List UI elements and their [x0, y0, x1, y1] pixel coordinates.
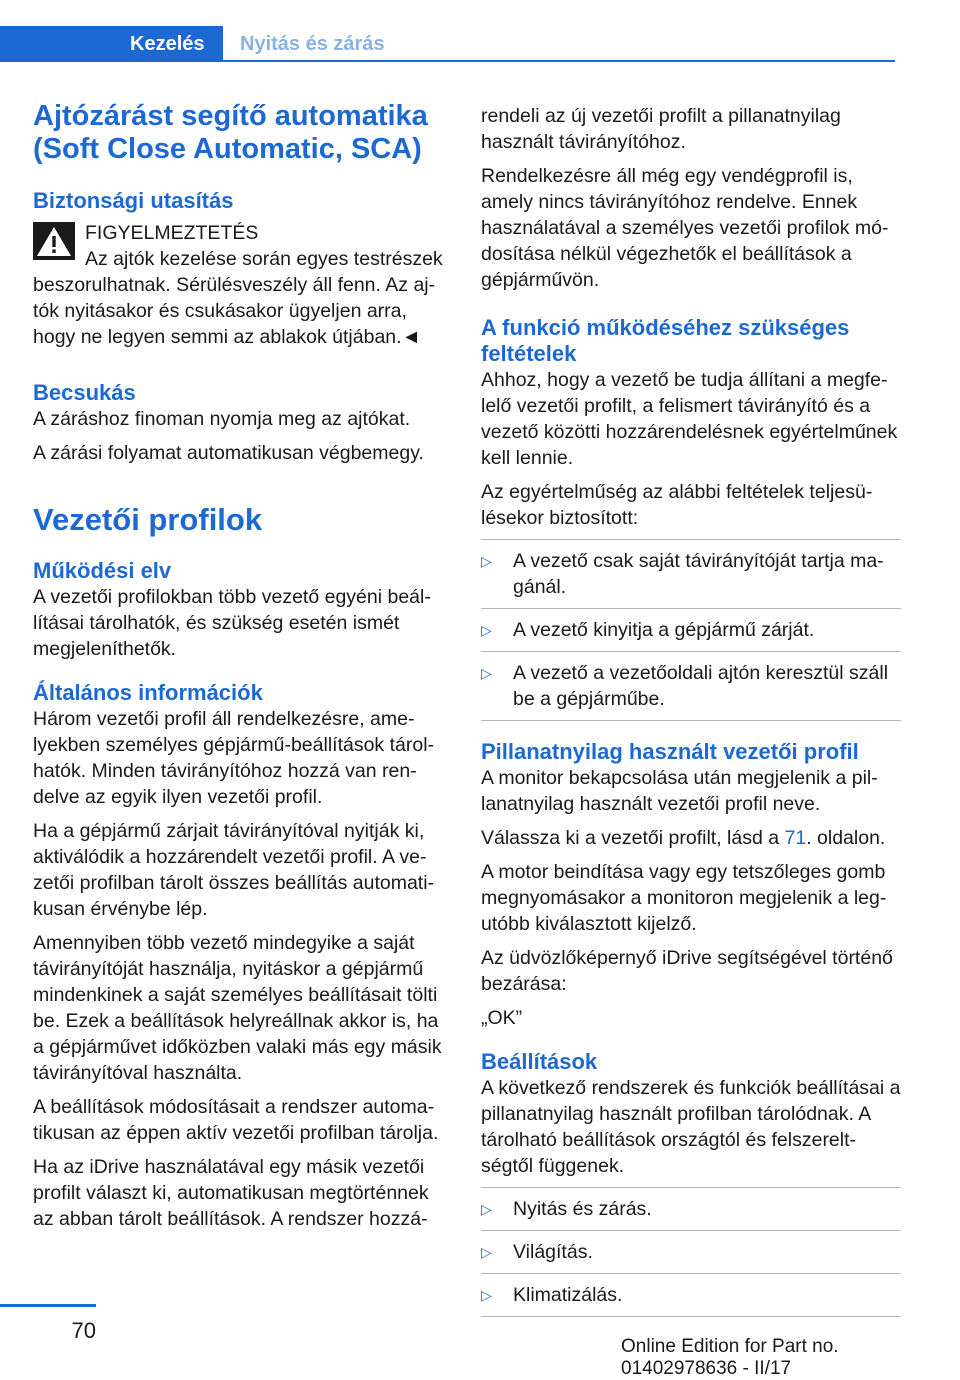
tab-nyitas-es-zaras[interactable]: Nyitás és zárás	[240, 33, 385, 55]
close-p1: A záráshoz finoman nyomja meg az ajtókat.	[33, 408, 411, 430]
section-title-profiles: Vezetői profilok	[33, 502, 263, 537]
triangle-bullet-icon: ▷	[481, 553, 492, 569]
heading-requirements: A funkció működéséhez szükséges feltételek	[481, 315, 850, 366]
tab-kezeles[interactable]: Kezelés	[0, 26, 223, 62]
current-p2: Válassza ki a vezetői profilt, lásd a 71. oldalon.	[481, 827, 886, 849]
heading-current-profile: Pillanatnyilag használt vezetői profil	[481, 739, 859, 764]
warning-text: Az ajtók kezelése során egyes testrészek beszorulhatnak. Sérülésveszély áll fenn. Az ajtók nyitásakor és csukásakor ügyeljen arra, hogy ne legyen semmi az ablakok útjában.◄	[33, 248, 443, 348]
requirements-list	[481, 539, 901, 721]
req-p1: Ahhoz, hogy a vezető be tudja állítani a megfelelő vezetői profilt, a felismert távirányító és a vezető közötti hozzárendelésnek egyértelműnek kell lennie.	[481, 369, 898, 469]
list-item: ▷ A vezető kinyitja a gépjármű zárját.	[481, 617, 901, 652]
triangle-bullet-icon: ▷	[481, 1287, 492, 1303]
list-item: ▷ A vezető a vezetőoldali ajtón keresztül száll be a gépjárműbe.	[481, 660, 901, 721]
triangle-bullet-icon: ▷	[481, 1201, 492, 1217]
current-p5: „OK”	[481, 1007, 523, 1029]
right-column	[481, 103, 901, 1331]
heading-close: Becsukás	[33, 380, 136, 405]
heading-principle: Működési elv	[33, 558, 172, 583]
list-item: ▷ A vezető csak saját távirányítóját tartja magánál.	[481, 548, 901, 609]
page-number: 70	[71, 1318, 96, 1343]
left-column	[33, 100, 453, 1240]
triangle-bullet-icon: ▷	[481, 622, 492, 638]
general-p4: A beállítások módosításait a rendszer automatikusan az éppen aktív vezetői profilban tárolja.	[33, 1096, 439, 1144]
section-title-sca: Ajtózárást segítő automatika (Soft Close Automatic, SCA)	[33, 100, 428, 165]
header-divider	[223, 60, 895, 62]
footer-line	[0, 1304, 96, 1307]
current-p4: Az üdvözlőképernyő iDrive segítségével történő bezárása:	[481, 947, 893, 995]
heading-general: Általános információk	[33, 680, 263, 705]
req-p2: Az egyértelműség az alábbi feltételek teljesülésekor biztosított:	[481, 481, 873, 529]
page-link-71[interactable]: 71	[784, 827, 807, 849]
heading-settings: Beállítások	[481, 1049, 598, 1074]
list-item: ▷ Nyitás és zárás.	[481, 1196, 901, 1231]
principle-p: A vezetői profilokban több vezető egyéni beállításai tárolhatók, és szükség esetén ismét megjeleníthetők.	[33, 586, 431, 660]
current-p1: A monitor bekapcsolása után megjelenik a pillanatnyilag használt vezetői profil neve.	[481, 767, 878, 815]
warning-label: FIGYELMEZTETÉS	[85, 222, 259, 244]
general-p2: Ha a gépjármű zárjait távirányítóval nyitják ki, aktiválódik a hozzárendelt vezetői profil. A vezetői profilban tárolt összes beállítás automatikusan érvénybe lép.	[33, 820, 435, 920]
right-p1: rendeli az új vezetői profilt a pillanatnyilag használt távirányítóhoz.	[481, 105, 841, 153]
warning-block	[33, 220, 453, 246]
settings-p1: A következő rendszerek és funkciók beállításai a pillanatnyilag használt profilban tárolódnak. A tárolható beállítások országtól és felszereltségtől függenek.	[481, 1077, 901, 1177]
list-item: ▷ Világítás.	[481, 1239, 901, 1274]
general-p1: Három vezetői profil áll rendelkezésre, amelyekben személyes gépjármű-beállítások tárolhatók. Minden távirányítóhoz hozzá van rendelve az egyik ilyen vezetői profil.	[33, 708, 435, 808]
general-p5: Ha az iDrive használatával egy másik vezetői profilt választ ki, automatikusan megtörténnek az abban tárolt beállítások. A rendszer hozzá-	[33, 1156, 429, 1230]
heading-safety: Biztonsági utasítás	[33, 188, 234, 213]
triangle-bullet-icon: ▷	[481, 665, 492, 681]
right-p2: Rendelkezésre áll még egy vendégprofil is, amely nincs távirányítóhoz rendelve. Ennek használatával a személyes vezetői profilok módosítása nélkül végezhetők el beállítások a gépjárművön.	[481, 165, 889, 291]
warning-triangle-icon	[33, 222, 75, 260]
general-p3: Amennyiben több vezető mindegyike a saját távirányítóját használja, nyitáskor a gépjármű mindenkinek a saját személyes beállításait tölti be. Ezek a beállítások helyreállnak akkor is, ha a gépjárművet időközben valaki más egy másik távirányítóval használta.	[33, 932, 442, 1084]
footer-edition: Online Edition for Part no. 01402978636 - II/17	[621, 1336, 839, 1379]
close-p2: A zárási folyamat automatikusan végbemegy.	[33, 442, 424, 464]
triangle-bullet-icon: ▷	[481, 1244, 492, 1260]
header-tabs	[0, 26, 895, 62]
settings-list	[481, 1187, 901, 1317]
current-p3: A motor beindítása vagy egy tetszőleges gomb megnyomásakor a monitoron megjelenik a legutóbb kiválasztott kijelző.	[481, 861, 887, 935]
list-item: ▷ Klimatizálás.	[481, 1282, 901, 1317]
